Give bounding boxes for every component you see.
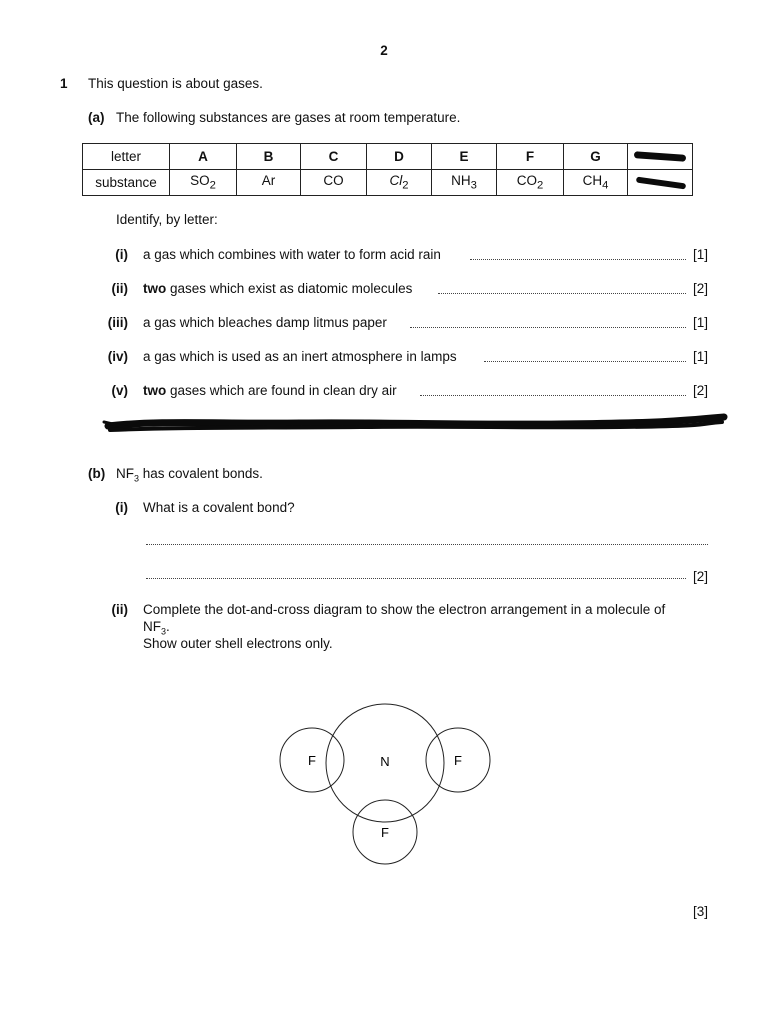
scribbled-cell (628, 170, 693, 196)
marks: [2] (693, 281, 709, 296)
letter-cell: E (432, 144, 497, 170)
substance-cell: $NH_3$ (432, 170, 497, 196)
item-text: $NF_3$. (143, 619, 170, 637)
answer-line[interactable] (410, 317, 686, 328)
letter-cell: D (367, 144, 432, 170)
letter-cell: C (301, 144, 367, 170)
marks: [1] (693, 349, 709, 364)
item-text: a gas which is used as an inert atmosphere in lamps (143, 349, 457, 364)
answer-line[interactable] (146, 534, 708, 545)
answer-line[interactable] (484, 351, 686, 362)
substance-cell: $CO_2$ (497, 170, 564, 196)
table-row-label: letter (83, 144, 170, 170)
item-text: a gas which combines with water to form acid rain (143, 247, 441, 262)
dot-and-cross-diagram[interactable] (270, 695, 500, 870)
letter-cell: G (564, 144, 628, 170)
substance-cell: Ar (237, 170, 301, 196)
item-number: (iv) (107, 349, 128, 364)
marks: [1] (693, 315, 709, 330)
identify-instruction: Identify, by letter: (116, 212, 218, 227)
page-number: 2 (380, 43, 388, 58)
answer-line[interactable] (420, 385, 686, 396)
scribbled-cell (628, 144, 693, 170)
marks: [2] (693, 569, 709, 584)
answer-line[interactable] (470, 249, 686, 260)
answer-line[interactable] (438, 283, 686, 294)
atom-label-f-left: F (308, 753, 316, 768)
part-a-text: The following substances are gases at room temperature. (116, 110, 461, 125)
answer-line[interactable] (146, 568, 686, 579)
substance-cell: $Cl_2$ (367, 170, 432, 196)
item-number: (v) (111, 383, 128, 398)
scribble-mark (636, 177, 686, 190)
item-number: (iii) (107, 315, 128, 330)
item-number: (ii) (111, 281, 128, 296)
question-number: 1 (60, 76, 68, 91)
item-text: two gases which are found in clean dry air (143, 383, 397, 398)
atom-label-f-right: F (454, 753, 462, 768)
scribble-mark (634, 151, 686, 162)
substance-cell: $SO_2$ (170, 170, 237, 196)
atom-label-n: N (380, 754, 390, 769)
marks: [3] (693, 904, 709, 919)
substance-cell: CO (301, 170, 367, 196)
part-b-text: $NF_3$ has covalent bonds. (116, 466, 263, 484)
part-b-label: (b) (88, 466, 106, 481)
item-text: two gases which exist as diatomic molecules (143, 281, 413, 296)
marks: [2] (693, 383, 709, 398)
question-intro: This question is about gases. (88, 76, 263, 91)
substance-cell: $CH_4$ (564, 170, 628, 196)
part-a-label: (a) (88, 110, 105, 125)
table-row-letters (83, 144, 693, 170)
item-number: (i) (115, 247, 128, 262)
item-number: (i) (115, 500, 128, 515)
item-number: (ii) (111, 602, 128, 617)
item-text: Show outer shell electrons only. (143, 636, 333, 651)
item-text: a gas which bleaches damp litmus paper (143, 315, 387, 330)
letter-cell: F (497, 144, 564, 170)
table-row-label: substance (83, 170, 170, 196)
letter-cell: A (170, 144, 237, 170)
atom-label-f-bottom: F (381, 825, 389, 840)
gas-table (82, 143, 693, 196)
item-text: Complete the dot-and-cross diagram to show the electron arrangement in a molecule of (143, 602, 666, 617)
table-row-substances (83, 170, 693, 196)
redaction-scribble (100, 408, 730, 438)
letter-cell: B (237, 144, 301, 170)
marks: [1] (693, 247, 709, 262)
item-text: What is a covalent bond? (143, 500, 295, 515)
